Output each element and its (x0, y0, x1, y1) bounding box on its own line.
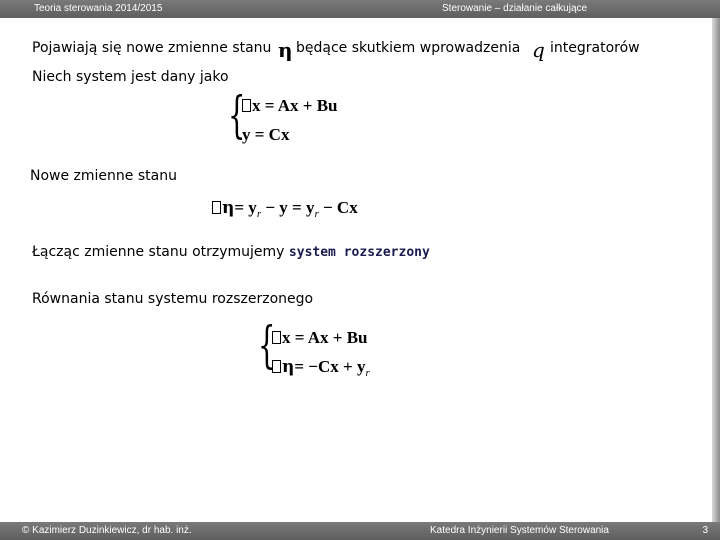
slide-topic: Sterowanie – działanie całkujące (442, 3, 588, 14)
dot-placeholder-icon (272, 360, 281, 373)
eq3-brace: { (258, 316, 276, 374)
department-name: Katedra Inżynierii Systemów Sterowania (430, 525, 609, 536)
dot-placeholder-icon (272, 331, 281, 344)
dot-placeholder-icon (242, 99, 251, 112)
eq1-row1: x = Ax + Bu (242, 96, 338, 116)
augmented-system-term: system rozszerzony (288, 245, 430, 260)
system-intro-text: Niech system jest dany jako (32, 69, 229, 85)
course-title: Teoria sterowania 2014/2015 (34, 3, 163, 14)
augmented-intro-text: Łącząc zmienne stanu otrzymujemy system rozszerzony (32, 244, 430, 260)
eq2: $\eta= y_r - y = y_r - Cx$ (212, 198, 358, 218)
author-credit: © Kazimierz Duzinkiewicz, dr hab. inż. (22, 525, 192, 536)
intro-text-1: Pojawiają się nowe zmienne stanu (32, 40, 272, 56)
dot-placeholder-icon (212, 201, 221, 214)
eta-symbol: η (278, 38, 293, 62)
header-bar (0, 0, 720, 18)
eq3-row1: x = Ax + Bu (272, 328, 368, 348)
eq1-row2: y = Cx (242, 125, 290, 144)
eq1-brace: { (228, 86, 246, 144)
intro-text-2: będące skutkiem wprowadzenia (296, 40, 521, 56)
intro-text-3: integratorów (550, 40, 640, 56)
side-shadow (712, 18, 720, 522)
augmented-equations-text: Równania stanu systemu rozszerzonego (32, 291, 314, 307)
page-number: 3 (702, 525, 708, 536)
new-states-text: Nowe zmienne stanu (30, 168, 177, 184)
eq3-row2: $\eta= -Cx + y_r$ (272, 357, 370, 377)
q-symbol: q (532, 38, 545, 62)
footer-bar (0, 522, 720, 540)
